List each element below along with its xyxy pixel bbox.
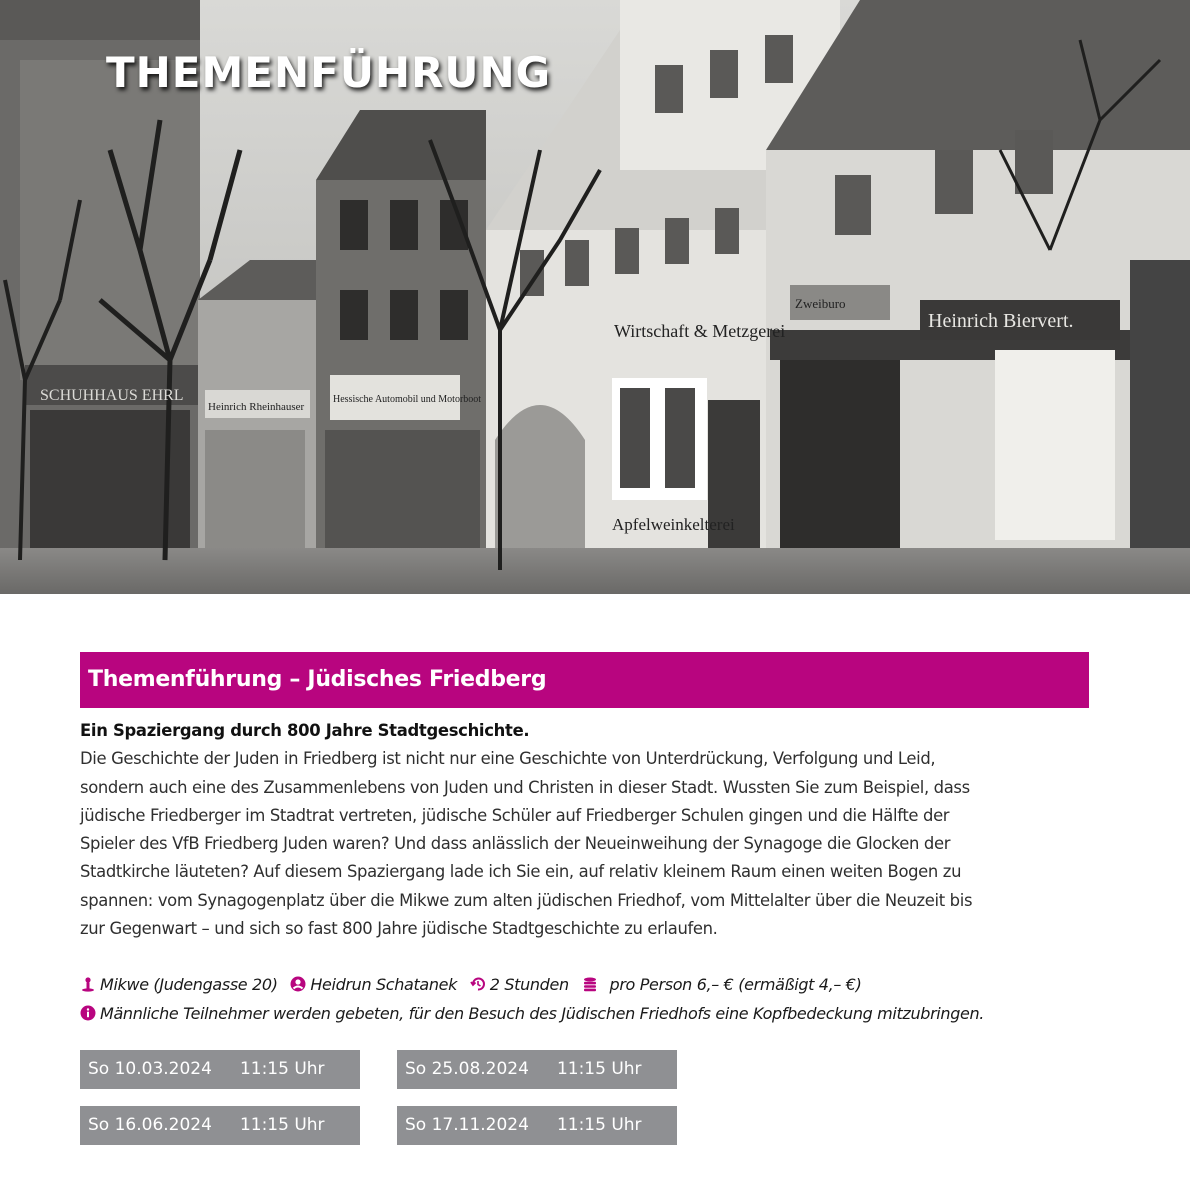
sign-hessische: Hessische Automobil und Motorboot (333, 394, 482, 405)
coins-icon (582, 976, 598, 992)
date-slot (80, 1050, 360, 1089)
body-line-7: zur Gegenwart – und sich so fast 800 Jahre jüdische Stadtgeschichte zu erlaufen. (80, 919, 718, 939)
tour-meta (80, 970, 1110, 1028)
date-day: So 16.06.2024 (88, 1115, 212, 1135)
meta-duration: 2 Stunden (489, 975, 569, 994)
hero-photo (0, 0, 1190, 594)
info-icon (80, 1005, 96, 1021)
date-time: 11:15 Uhr (556, 1059, 642, 1079)
date-slot (80, 1106, 360, 1145)
history-clock-icon (470, 976, 486, 992)
body-line-4: Spieler des VfB Friedberg Juden waren? Und dass anlässlich der Neueinweihung der Synagoge die Glocken der (80, 834, 951, 854)
hero-title: THEMENFÜHRUNG (106, 48, 552, 97)
meta-note: Männliche Teilnehmer werden gebeten, für den Besuch des Jüdischen Friedhofs eine Kopfbedeckung mitzubringen. (100, 1004, 985, 1023)
date-time: 11:15 Uhr (239, 1115, 325, 1135)
lead-sentence: Ein Spaziergang durch 800 Jahre Stadtgeschichte. (80, 721, 530, 740)
body-line-3: jüdische Friedberger im Stadtrat vertreten, jüdische Schüler auf Friedberger Schulen gingen und die Hälfte der (80, 805, 950, 825)
body-line-5: Stadtkirche läuteten? Auf diesem Spaziergang lade ich Sie ein, auf relativ kleinem Raum einen weiten Bogen zu (80, 862, 962, 882)
meta-row-note (80, 999, 1110, 1028)
sign-biervert: Heinrich Biervert. (928, 310, 1074, 332)
sign-heinrich-small: Heinrich Rheinhauser (208, 401, 305, 413)
date-day: So 17.11.2024 (405, 1115, 529, 1135)
section-heading-banner (80, 652, 1089, 708)
building-3 (316, 110, 486, 555)
sign-apfelwein: Apfelweinkelterei (612, 515, 735, 534)
sign-zweiburo: Zweiburo (795, 296, 846, 311)
date-time: 11:15 Uhr (556, 1115, 642, 1135)
meta-location: Mikwe (Judengasse 20) (100, 975, 278, 994)
street (0, 548, 1190, 594)
date-slot (397, 1050, 677, 1089)
section-heading: Themenführung – Jüdisches Friedberg (88, 667, 547, 692)
date-time: 11:15 Uhr (239, 1059, 325, 1079)
date-slot (397, 1106, 677, 1145)
meta-row-details (80, 970, 1110, 999)
building-right (766, 0, 1190, 580)
sign-wirtschaft: Wirtschaft & Metzgerei (614, 321, 786, 341)
intro-text (80, 717, 1095, 943)
user-circle-icon (290, 976, 306, 992)
location-pin-icon (80, 976, 96, 992)
date-day: So 25.08.2024 (405, 1059, 529, 1079)
body-line-2: sondern auch eine des Zusammenlebens von Juden und Christen in dieser Stadt. Wussten Sie zum Beispiel, dass (80, 777, 970, 797)
date-day: So 10.03.2024 (88, 1059, 212, 1079)
body-line-1: Die Geschichte der Juden in Friedberg ist nicht nur eine Geschichte von Unterdrückung, Verfolgung und Leid, (80, 749, 936, 769)
body-line-6: spannen: vom Synagogenplatz über die Mikwe zum alten jüdischen Friedhof, vom Mittelalter über die Neuzeit bis (80, 890, 973, 910)
meta-guide: Heidrun Schatanek (310, 975, 458, 994)
meta-price: pro Person 6,– € (ermäßigt 4,– €) (609, 975, 862, 994)
sign-schuhhaus: SCHUHHAUS EHRL (40, 387, 184, 404)
